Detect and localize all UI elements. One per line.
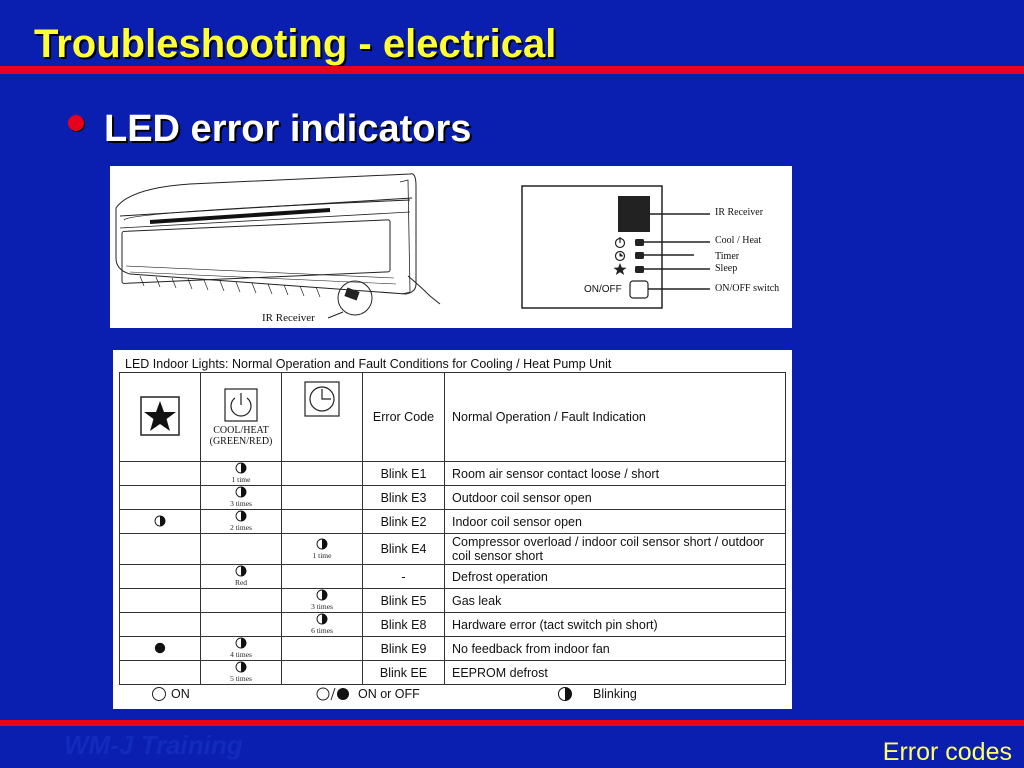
- sleep-led-cell: [120, 637, 201, 661]
- fault-description-cell: Compressor overload / indoor coil sensor short / outdoor coil sensor short: [445, 534, 786, 565]
- cool-heat-led-cell: [201, 486, 282, 510]
- cool-heat-header-line2: (GREEN/RED): [209, 435, 273, 447]
- table-header-row: [120, 373, 786, 462]
- blink-count-note: 3 times: [311, 602, 333, 611]
- power-icon: [224, 388, 258, 422]
- blink-count-note: 1 time: [312, 550, 332, 560]
- led-blinking-icon: [316, 589, 328, 601]
- fault-description-cell: Indoor coil sensor open: [445, 510, 786, 534]
- timer-led-cell: [282, 534, 363, 565]
- circle-empty-icon: [151, 686, 167, 702]
- cool-heat-led-cell: [201, 661, 282, 685]
- header-timer: [282, 373, 363, 462]
- error-code-cell: Blink E5: [363, 589, 445, 613]
- cool-heat-led-cell: [201, 565, 282, 589]
- bullet-text: LED error indicators: [104, 108, 472, 150]
- circle-on-off-icon: [316, 686, 352, 702]
- ac-unit-illustration: [110, 166, 792, 328]
- sleep-led-cell: [120, 589, 201, 613]
- bullet-item: [68, 108, 471, 151]
- table-row: [120, 661, 786, 685]
- cool-heat-led-cell: [201, 613, 282, 637]
- table-row: [120, 534, 786, 565]
- table-row: [120, 486, 786, 510]
- sleep-led-cell: [120, 462, 201, 486]
- label-timer: Timer: [715, 251, 740, 262]
- cool-heat-led-cell: [201, 534, 282, 565]
- footer-section-label: Error codes: [882, 738, 1012, 766]
- label-sleep: Sleep: [715, 263, 738, 274]
- led-on-icon: [154, 642, 166, 654]
- legend-on-or-off: [316, 686, 420, 702]
- led-blinking-icon: [235, 637, 247, 649]
- sleep-led-cell: [120, 613, 201, 637]
- blink-count-note: 4 times: [230, 650, 252, 659]
- label-onoff-switch: ON/OFF switch: [715, 283, 780, 294]
- error-code-cell: Blink E4: [363, 534, 445, 565]
- slide-title: Troubleshooting - electrical: [34, 22, 557, 66]
- led-blinking-icon: [235, 565, 247, 577]
- legend-on-or-off-label: ON or OFF: [358, 687, 420, 701]
- legend-on: [151, 686, 190, 702]
- timer-led-cell: [282, 637, 363, 661]
- cool-heat-led-cell: [201, 510, 282, 534]
- table-row: [120, 510, 786, 534]
- star-icon: [140, 396, 180, 436]
- label-cool-heat: Cool / Heat: [715, 235, 762, 246]
- error-code-cell: -: [363, 565, 445, 589]
- table-row: [120, 613, 786, 637]
- timer-led-cell: [282, 613, 363, 637]
- sleep-led-cell: [120, 486, 201, 510]
- table-row: [120, 637, 786, 661]
- timer-led-cell: [282, 510, 363, 534]
- table-row: [120, 462, 786, 486]
- ac-unit-diagram: [110, 166, 792, 328]
- error-code-cell: Blink E8: [363, 613, 445, 637]
- led-blinking-icon: [316, 613, 328, 625]
- fault-description-cell: Outdoor coil sensor open: [445, 486, 786, 510]
- blink-count-note: 1 time: [231, 475, 251, 484]
- led-table-panel: [113, 350, 792, 709]
- error-code-cell: Blink E9: [363, 637, 445, 661]
- bullet-dot-icon: [68, 115, 84, 131]
- timer-led-cell: [282, 565, 363, 589]
- header-cool-heat: [201, 373, 282, 462]
- clock-icon: [304, 381, 340, 417]
- blink-count-note: 2 times: [230, 523, 252, 532]
- title-divider: [0, 66, 1024, 74]
- cool-heat-led-cell: [201, 637, 282, 661]
- timer-led-cell: [282, 589, 363, 613]
- error-code-cell: Blink E1: [363, 462, 445, 486]
- blink-count-note: 6 times: [311, 626, 333, 635]
- timer-led-cell: [282, 462, 363, 486]
- label-onoff-button: ON/OFF: [584, 284, 622, 295]
- label-ir-receiver: IR Receiver: [715, 207, 764, 218]
- half-circle-icon: [557, 686, 573, 702]
- timer-led-cell: [282, 486, 363, 510]
- sleep-led-cell: [120, 565, 201, 589]
- legend-blinking-label: Blinking: [593, 687, 637, 701]
- led-blinking-icon: [154, 515, 166, 527]
- led-blinking-icon: [235, 462, 247, 474]
- footer-training-label: WM-J Training: [64, 730, 243, 760]
- led-blinking-icon: [235, 486, 247, 498]
- header-description: Normal Operation / Fault Indication: [445, 373, 786, 462]
- sleep-led-cell: [120, 510, 201, 534]
- legend-blinking: [557, 686, 637, 702]
- table-row: [120, 589, 786, 613]
- blink-count-note: 3 times: [230, 499, 252, 508]
- header-error-code: Error Code: [363, 373, 445, 462]
- table-row: [120, 565, 786, 589]
- fault-description-cell: No feedback from indoor fan: [445, 637, 786, 661]
- cool-heat-led-cell: [201, 589, 282, 613]
- fault-description-cell: Gas leak: [445, 589, 786, 613]
- header-sleep: [120, 373, 201, 462]
- legend-on-label: ON: [171, 687, 190, 701]
- cool-heat-led-cell: [201, 462, 282, 486]
- error-code-cell: Blink E3: [363, 486, 445, 510]
- blink-count-note: Red: [234, 578, 248, 587]
- led-blinking-icon: [235, 510, 247, 522]
- led-error-table: [119, 372, 786, 685]
- sleep-led-cell: [120, 661, 201, 685]
- fault-description-cell: EEPROM defrost: [445, 661, 786, 685]
- led-blinking-icon: [235, 661, 247, 673]
- led-blinking-icon: [316, 538, 328, 550]
- error-code-cell: Blink E2: [363, 510, 445, 534]
- fault-description-cell: Defrost operation: [445, 565, 786, 589]
- fault-description-cell: Hardware error (tact switch pin short): [445, 613, 786, 637]
- error-code-cell: Blink EE: [363, 661, 445, 685]
- blink-count-note: 5 times: [230, 674, 252, 683]
- footer-divider: [0, 720, 1024, 726]
- ir-receiver-caption: IR Receiver: [262, 312, 315, 324]
- timer-led-cell: [282, 661, 363, 685]
- sleep-led-cell: [120, 534, 201, 565]
- table-caption: LED Indoor Lights: Normal Operation and Fault Conditions for Cooling / Heat Pump Unit: [125, 357, 612, 371]
- fault-description-cell: Room air sensor contact loose / short: [445, 462, 786, 486]
- cool-heat-header-line1: COOL/HEAT: [213, 424, 269, 436]
